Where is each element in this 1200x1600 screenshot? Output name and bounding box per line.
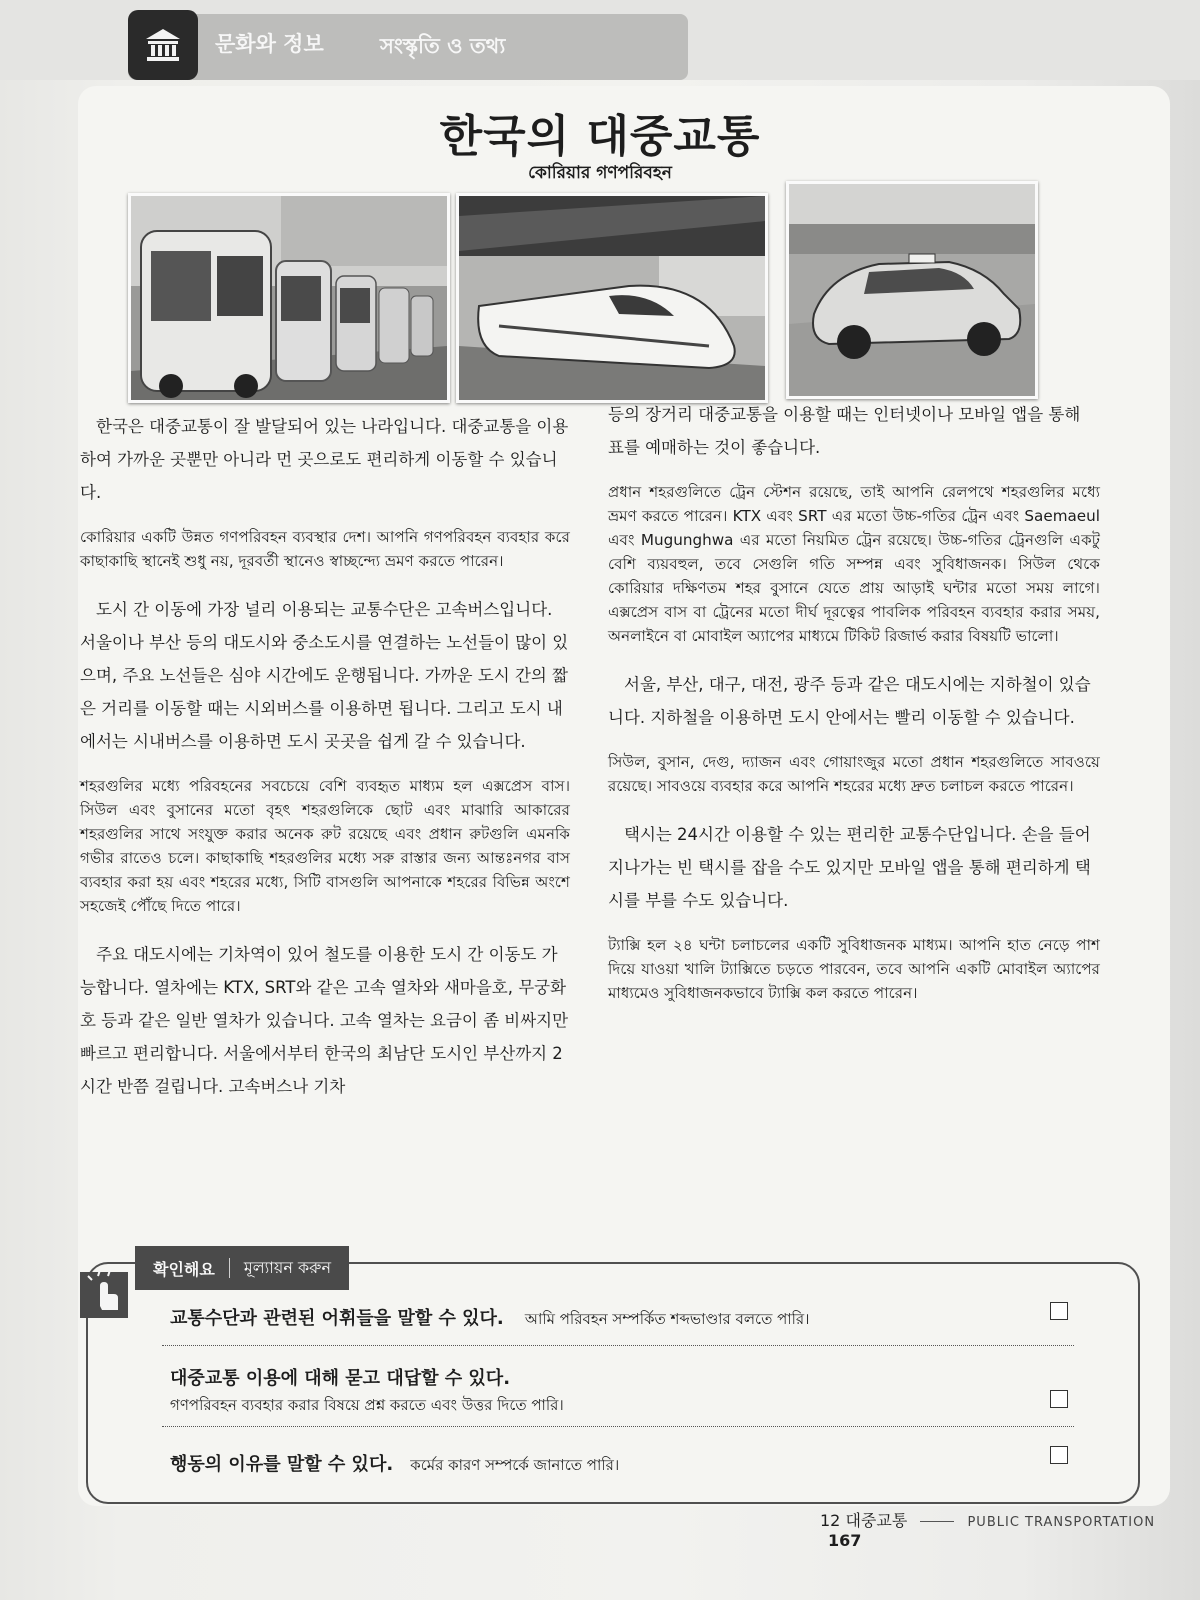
check-item-3 [170,1450,1070,1479]
check-item-3-checkbox[interactable] [1050,1446,1068,1464]
self-check-tab [135,1246,349,1290]
ktx-train-photo [456,193,768,403]
bengali-paragraph: প্রধান শহরগুলিতে ট্রেন স্টেশন রয়েছে, তাই আপনি রেলপথে শহরগুলির মধ্যে ভ্রমণ করতে পারেন। KTX এবং SRT এর মতো উচ্চ-গতির ট্রেন এবং Saemaeul এবং Mugunghwa এর মতো নিয়মিত ট্রেন রয়েছে। উচ্চ-গতির ট্রেনগুলি একটু বেশি ব্যয়বহুল, তবে সেগুলি গতি সম্পন্ন এবং সুবিধাজনক। সিউল থেকে কোরিয়ার দক্ষিণতম শহর বুসানে যেতে প্রায় আড়াই ঘন্টার মতো সময় লাগে। এক্সপ্রেস বাস বা ট্রেনের মতো দীর্ঘ দূরত্বের পাবলিক পরিবহন ব্যবহার করার সময়, অনলাইনে বা মোবাইল অ্যাপের মাধ্যমে টিকিট রিজার্ভ করার বিষয়টি ভালো। [608,483,1100,645]
korean-paragraph: 한국은 대중교통이 잘 발달되어 있는 나라입니다. 대중교통을 이용하여 가까운 곳뿐만 아니라 먼 곳으로도 편리하게 이동할 수 있습니다. [80,417,569,502]
check-item-2-bengali: গণপরিবহন ব্যবহার করার বিষয়ে প্রশ্ন করতে এবং উত্তর দিতে পারি। [170,1396,564,1414]
footer-chapter: 12 대중교통 [820,1511,908,1530]
page-subtitle: কোরিয়ার গণপরিবহন [528,163,672,183]
section-header-icon-box [128,10,198,80]
check-item-2 [170,1364,1070,1419]
section-title-bengali: সংস্কৃতি ও তথ্য [380,34,506,58]
dotted-divider [162,1345,1074,1346]
bengali-paragraph: কোরিয়ার একটি উন্নত গণপরিবহন ব্যবস্থার দেশ। আপনি গণপরিবহন ব্যবহার করে কাছাকাছি স্থানেই শুধু নয়, দূরবর্তী স্থানেও স্বাচ্ছন্দ্যে ভ্রমণ করতে পারেন। [80,528,570,570]
tab-divider [229,1258,230,1278]
check-item-1-bengali: আমি পরিবহন সম্পর্কিত শব্দভাণ্ডার বলতে পারি। [524,1310,810,1328]
footer-rule [920,1521,954,1522]
right-column [608,398,1100,1025]
page-title: 한국의 대중교통 [439,111,761,162]
bengali-paragraph: ট্যাক্সি হল ২৪ ঘন্টা চলাচলের একটি সুবিধাজনক মাধ্যম। আপনি হাত নেড়ে পাশ দিয়ে যাওয়া খালি ট্যাক্সিতে চড়তে পারবেন, তবে আপনি একটি মোবাইল অ্যাপের মাধ্যমেও সুবিধাজনকভাবে ট্যাক্সি কল করতে পারেন। [608,936,1100,1002]
dotted-divider [162,1426,1074,1427]
check-item-3-korean: 행동의 이유를 말할 수 있다. [170,1454,394,1475]
bengali-paragraph: শহরগুলির মধ্যে পরিবহনের সবচেয়ে বেশি ব্যবহৃত মাধ্যম হল এক্সপ্রেস বাস। সিউল এবং বুসানের মতো বৃহৎ শহরগুলিকে ছোট এবং মাঝারি আকারের শহরগুলির সাথে সংযুক্ত করার অনেক রুট রয়েছে এবং প্রধান রুটগুলি এমনকি গভীর রাতেও চলে। কাছাকাছি শহরগুলির মধ্যে সরু রাস্তার জন্য আন্তঃনগর বাস ব্যবহার করা হয় এবং শহরের মধ্যে, সিটি বাসগুলি আপনাকে শহরের বিভিন্ন অংশে সহজেই পৌঁছে দিতে পারে। [80,777,570,915]
left-column [80,410,570,1119]
footer-english-title: PUBLIC TRANSPORTATION [967,1515,1156,1530]
hand-pointer-icon [80,1262,128,1318]
page-footer [820,1508,1200,1550]
bus-terminal-photo [128,193,450,403]
check-item-1 [170,1304,1070,1333]
check-item-2-checkbox[interactable] [1050,1390,1068,1408]
museum-icon [144,27,182,63]
page-number: 167 [828,1531,862,1550]
korean-paragraph: 택시는 24시간 이용할 수 있는 편리한 교통수단입니다. 손을 들어 지나가는 빈 택시를 잡을 수도 있지만 모바일 앱을 통해 편리하게 택시를 부를 수도 있습니다. [608,825,1091,910]
check-item-1-korean: 교통수단과 관련된 어휘들을 말할 수 있다. [170,1308,504,1329]
check-item-3-bengali: কর্মের কারণ সম্পর্কে জানাতে পারি। [410,1456,620,1474]
self-check-label-bengali: মূল্যায়ন করুন [243,1257,331,1277]
check-item-2-korean: 대중교통 이용에 대해 묻고 대답할 수 있다. [170,1368,511,1389]
korean-paragraph: 서울, 부산, 대구, 대전, 광주 등과 같은 대도시에는 지하철이 있습니다. 지하철을 이용하면 도시 안에서는 빨리 이동할 수 있습니다. [608,675,1091,727]
self-check-label-korean: 확인해요 [153,1259,215,1279]
korean-paragraph: 도시 간 이동에 가장 널리 이용되는 교통수단은 고속버스입니다. 서울이나 부산 등의 대도시와 중소도시를 연결하는 노선들이 많이 있으며, 주요 노선들은 심야 시간에도 운행됩니다. 가까운 도시 간의 짧은 거리를 이동할 때는 시외버스를 이용하면 됩니다. 그리고 도시 내에서는 시내버스를 이용하면 도시 곳곳을 쉽게 갈 수 있습니다. [80,600,569,751]
bengali-paragraph: সিউল, বুসান, দেগু, দ্যাজন এবং গোয়াংজুর মতো প্রধান শহরগুলিতে সাবওয়ে রয়েছে। সাবওয়ে ব্যবহার করে আপনি শহরের মধ্যে দ্রুত চলাচল করতে পারেন। [608,753,1100,795]
taxi-photo [786,181,1038,399]
check-item-1-checkbox[interactable] [1050,1302,1068,1320]
korean-paragraph: 등의 장거리 대중교통을 이용할 때는 인터넷이나 모바일 앱을 통해 표를 예매하는 것이 좋습니다. [608,405,1081,457]
section-title-korean: 문화와 정보 [215,32,324,56]
korean-paragraph: 주요 대도시에는 기차역이 있어 철도를 이용한 도시 간 이동도 가능합니다. 열차에는 KTX, SRT와 같은 고속 열차와 새마을호, 무궁화호 등과 같은 일반 열차가 있습니다. 고속 열차는 요금이 좀 비싸지만 빠르고 편리합니다. 서울에서부터 한국의 최남단 도시인 부산까지 2시간 반쯤 걸립니다. 고속버스나 기차 [80,945,569,1096]
